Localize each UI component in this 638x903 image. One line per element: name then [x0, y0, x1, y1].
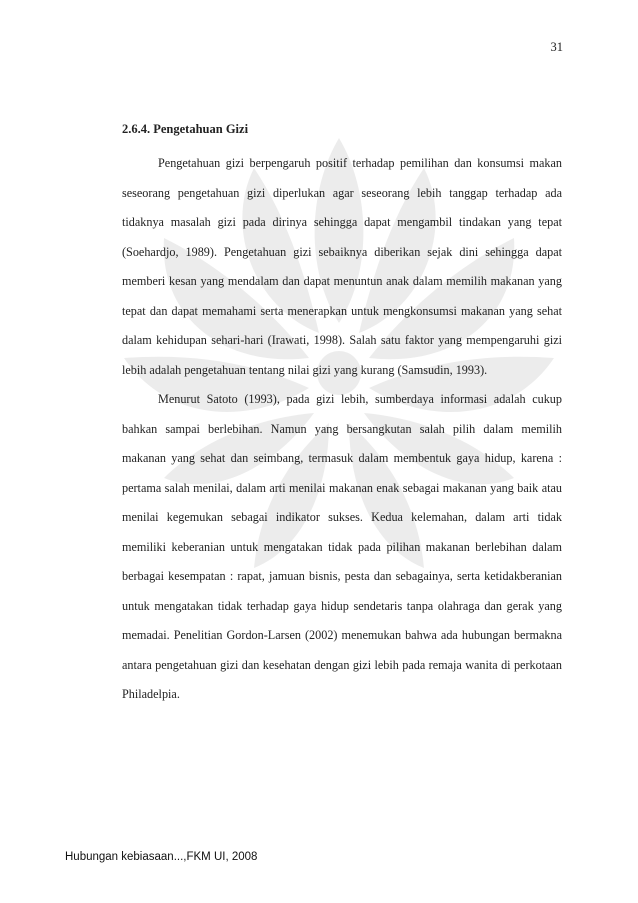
paragraph-1: Pengetahuan gizi berpengaruh positif terhadap pemilihan dan konsumsi makan seseorang pengetahuan gizi diperlukan agar seseorang lebih tanggap terhadap ada tidaknya masalah gizi pada dirinya sehingga dapat mengambil tindakan yang tepat (Soehardjo, 1989). Pengetahuan gizi sebaiknya diberikan sejak dini sehingga dapat memberi kesan yang mendalam dan dapat menuntun anak dalam memilih makanan yang tepat dan dapat memahami serta menerapkan untuk mengkonsumsi makanan yang sehat dalam kehidupan sehari-hari (Irawati, 1998). Salah satu faktor yang mempengaruhi gizi lebih adalah pengetahuan tentang nilai gizi yang kurang (Samsudin, 1993).: [122, 156, 562, 377]
page-number: 31: [550, 40, 563, 54]
document-body: [122, 119, 562, 710]
footer-text: Hubungan kebiasaan...,FKM UI, 2008: [65, 851, 258, 863]
paragraph-2: Menurut Satoto (1993), pada gizi lebih, sumberdaya informasi adalah cukup bahkan sampai berlebihan. Namun yang bersangkutan salah pilih dalam memilih makanan yang sehat dan seimbang, termasuk dalam membentuk gaya hidup, karena : pertama salah menilai, dalam arti menilai makanan enak sebagai makanan yang baik atau menilai kegemukan sebagai indikator sukses. Kedua kelemahan, dalam arti tidak memiliki keberanian untuk mengatakan tidak pada pilihan makanan berlebihan dalam berbagai kesempatan : rapat, jamuan bisnis, pesta dan sebagainya, serta ketidakberanian untuk mengatakan tidak terhadap gaya hidup sendetaris tanpa olahraga dan gerak yang memadai. Penelitian Gordon-Larsen (2002) menemukan bahwa ada hubungan bermakna antara pengetahuan gizi dan kesehatan dengan gizi lebih pada remaja wanita di perkotaan Philadelpia.: [122, 392, 562, 701]
section-heading: 2.6.4. Pengetahuan Gizi: [122, 122, 249, 136]
